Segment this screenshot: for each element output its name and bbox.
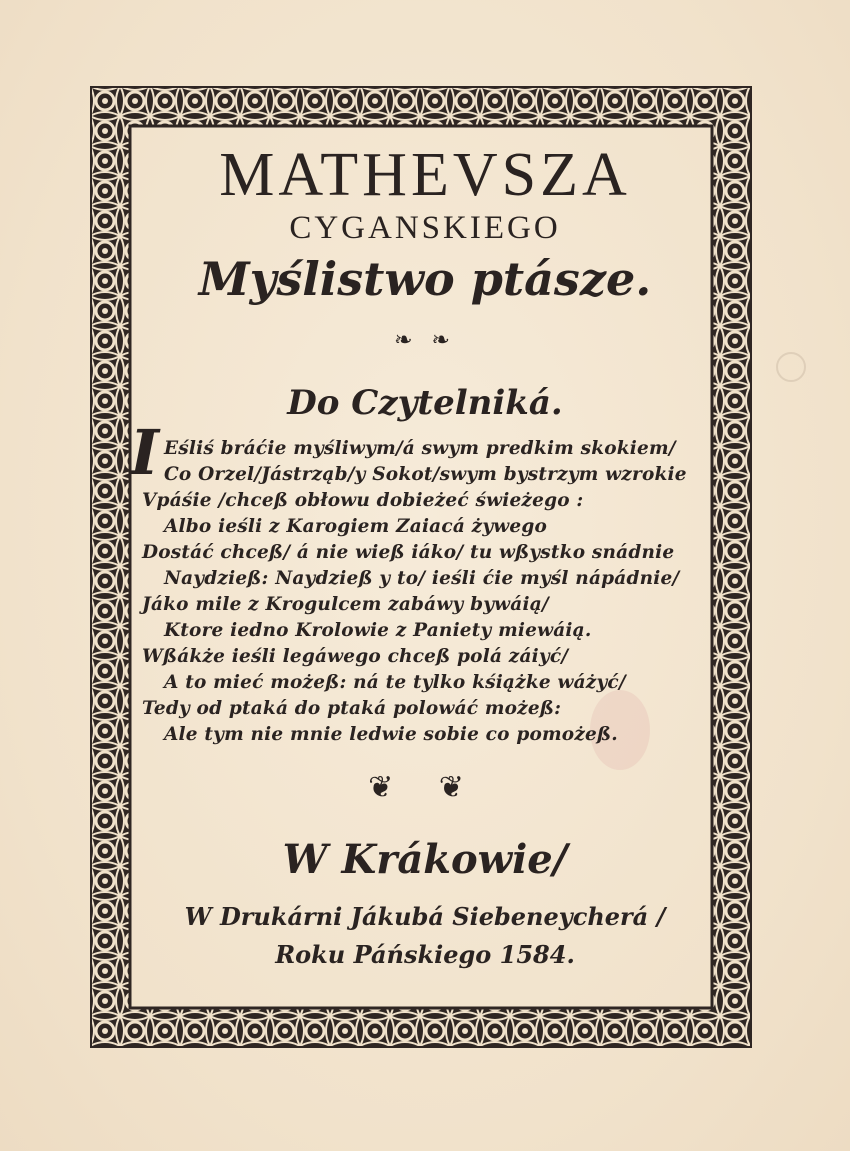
imprint-place: W Krákowie/ (282, 836, 568, 883)
poem-line: Eśliś bráćie myśliwym/á swym predkim skokiem/ (164, 438, 676, 459)
poem-line: A to mieć możeß: ná te tylko kśiążke wáżyć/ (164, 672, 626, 693)
fleuron-ornament: ❧ ❧ (394, 328, 456, 353)
poem-line: Tedy od ptaká do ptaká polowáć możeß: (142, 698, 562, 719)
paper-spot (776, 352, 806, 382)
title-page-text (130, 130, 700, 990)
imprint-year: Roku Páńskiego 1584. (275, 940, 575, 969)
poem-heading: Do Czytelniká. (287, 383, 563, 423)
imprint-printer: W Drukárni Jákubá Siebeneycherá / (184, 902, 666, 931)
poem-line: Albo ieśli z Karogiem Zaiacá żywego (164, 516, 548, 537)
title-line-2: CYGANSKIEGO (289, 210, 561, 246)
title-line-3: Myślistwo ptásze. (198, 252, 652, 306)
poem-line: Naydzieß: Naydzieß y to/ ieśli ćie myśl nápádnie/ (164, 568, 680, 589)
drop-cap: I (130, 416, 160, 489)
poem-line: Wßákże ieśli legáwego chceß polá záiyć/ (142, 646, 569, 667)
poem-line: Co Orzel/Jástrząb/y Sokot/swym bystrzym wzrokie (164, 464, 687, 485)
poem-line: Vpáśie /chceß obłowu dobieżeć świeżego : (142, 490, 584, 511)
poem-line: Ale tym nie mnie ledwie sobie co pomożeß. (164, 724, 618, 745)
poem-line: Ktore iedno Krolowie z Paniety miewáią. (164, 620, 592, 641)
printer-ornament: ❦ ❦ (368, 770, 482, 805)
title-line-1: MATHEVSZA (219, 141, 631, 209)
poem-line: Jáko mile z Krogulcem zabáwy bywáią/ (142, 594, 549, 615)
poem-line: Dostáć chceß/ á nie wieß iáko/ tu wßystko snádnie (142, 542, 675, 563)
